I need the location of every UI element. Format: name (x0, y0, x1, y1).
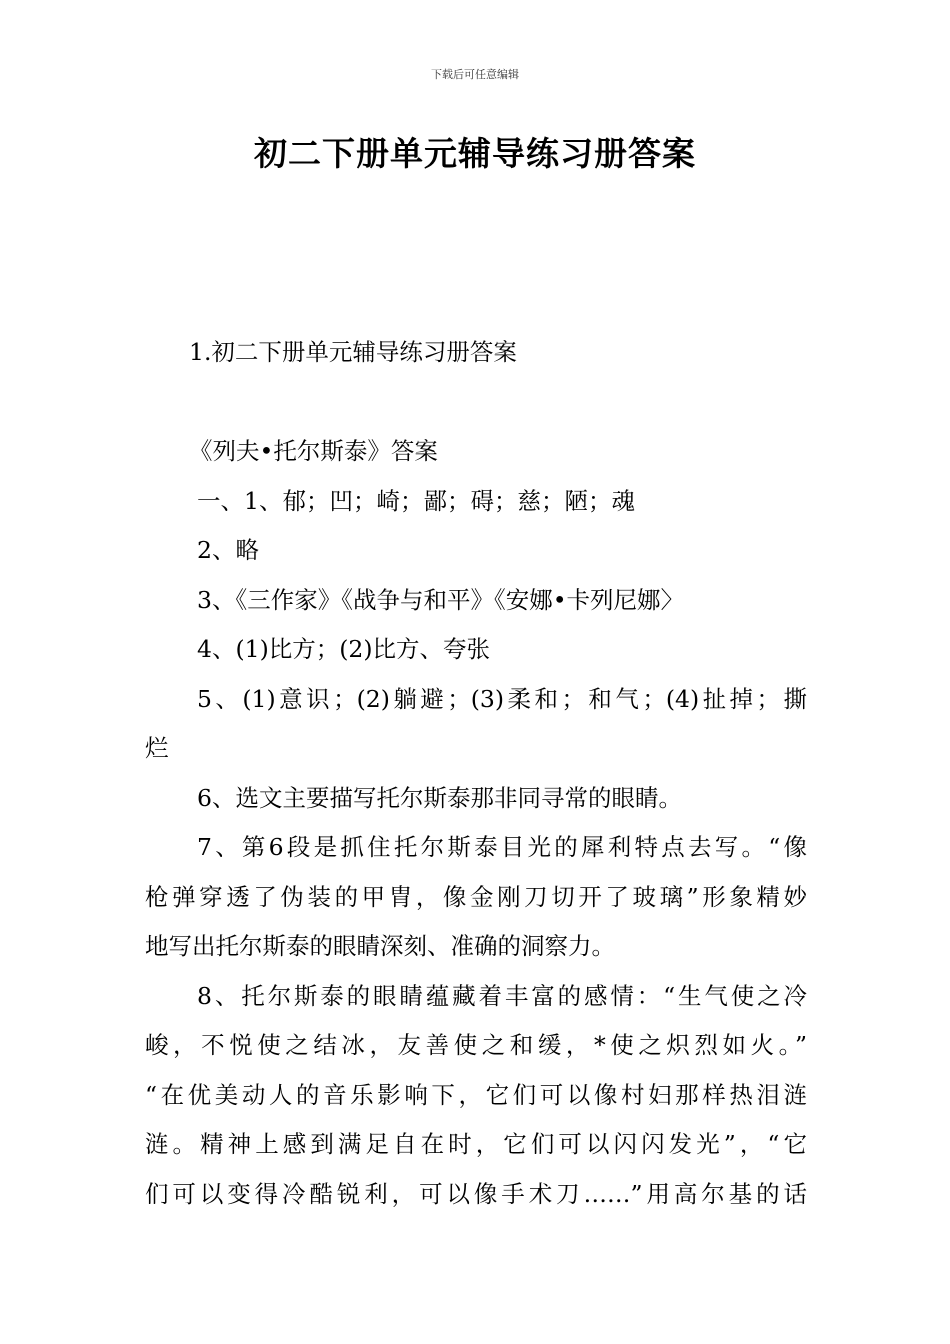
document-body (145, 328, 807, 1219)
answer-line: 一、1、郁；凹；崎；鄙；碍；慈；陋；魂 (197, 486, 635, 515)
document-title: 初二下册单元辅导练习册答案 (254, 134, 696, 173)
answer-line: 2、略 (197, 536, 259, 564)
section-heading: 1.初二下册单元辅导练习册答案 (189, 338, 517, 366)
answer-line: 涟。精神上感到满足自在时，它们可以闪闪发光”，“它 (145, 1130, 807, 1158)
answer-line: 烂 (145, 734, 169, 762)
answer-line: 峻，不悦使之结冰，友善使之和缓，*使之炽烈如火。” (145, 1031, 807, 1059)
answer-line: 5、(1)意识；(2)躺避；(3)柔和；和气；(4)扯掉；撕 (197, 684, 807, 713)
answer-line: 3、《三作家》《战争与和平》《安娜•卡列尼娜〉 (197, 585, 685, 614)
header-note: 下载后可任意编辑 (431, 68, 519, 81)
answer-line: 7、第6段是抓住托尔斯泰目光的犀利特点去写。“像 (197, 833, 807, 861)
answer-line: “在优美动人的音乐影响下，它们可以像村妇那样热泪涟 (145, 1080, 807, 1109)
spacer (145, 378, 807, 428)
answer-line: 4、(1)比方；(2)比方、夸张 (197, 635, 491, 663)
answer-line: 们可以变得冷酷锐利，可以像手术刀……”用高尔基的话 (145, 1179, 807, 1208)
answer-line: 枪弹穿透了伪装的甲胄，像金刚刀切开了玻璃”形象精妙 (145, 882, 807, 911)
subsection-heading: 《列夫•托尔斯泰》答案 (189, 437, 438, 465)
answer-line: 地写出托尔斯泰的眼睛深刻、准确的洞察力。 (145, 932, 615, 960)
answer-line: 8、托尔斯泰的眼睛蕴藏着丰富的感情：“生气使之冷 (197, 981, 807, 1010)
answer-line: 6、选文主要描写托尔斯泰那非同寻常的眼睛。 (197, 783, 682, 812)
